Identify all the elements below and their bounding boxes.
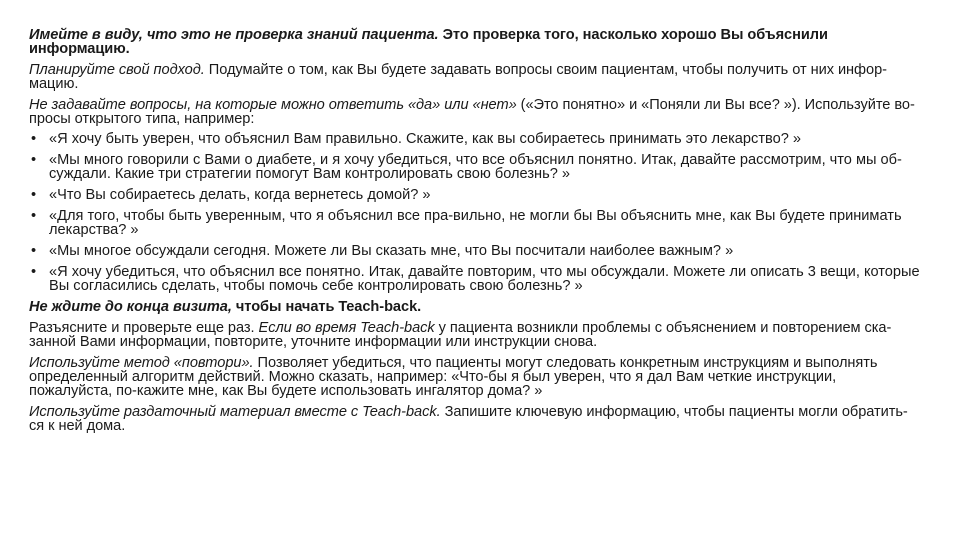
paragraph-lead: Планируйте свой подход.	[29, 62, 205, 78]
bullet-icon: •	[31, 187, 37, 203]
paragraph-dont-wait	[29, 300, 920, 314]
paragraph-emphasis: Если во время Teach-back	[258, 320, 435, 336]
list-item	[29, 132, 920, 146]
paragraph-text: чтобы начать Teach-back.	[231, 299, 422, 315]
paragraph-handouts	[29, 405, 920, 433]
paragraph-lead: Используйте раздаточный материал вместе с Teach-back.	[29, 404, 441, 420]
list-item-text: «Мы многое обсуждали сегодня. Можете ли Вы сказать мне, что Вы посчитали наиболее важным? »	[49, 243, 734, 259]
paragraph-text: Разъясните и проверьте еще раз.	[29, 320, 259, 336]
paragraph-text: («Это понятно» и «Поняли ли Вы все? »). Используйте во-просы открытого типа, например:	[29, 97, 915, 127]
paragraph-text: Это проверка того, насколько хорошо Вы объяснили информацию.	[29, 27, 828, 57]
list-item-text: «Я хочу убедиться, что объяснил все понятно. Итак, давайте повторим, что мы обсуждали. Можете ли описать 3 вещи, которые Вы согласились сделать, чтобы помочь себе контролировать свою болезнь? »	[49, 264, 920, 294]
list-item	[29, 209, 920, 237]
list-item	[29, 153, 920, 181]
paragraph-text: Подумайте о том, как Вы будете задавать вопросы своим пациентам, чтобы получить от них инфор-мацию.	[29, 62, 887, 92]
bullet-icon: •	[31, 264, 37, 280]
list-item	[29, 244, 920, 258]
paragraph-text: у пациента возникли проблемы с объяснением и повторением ска-занной Вами информации, повторите, уточните информации или инструкции снова.	[29, 320, 892, 350]
list-item-text: «Мы много говорили с Вами о диабете, и я хочу убедиться, что все объяснил понятно. Итак, давайте рассмотрим, что мы об-суждали. Какие три стратегии помогут Вам контролировать свою болезнь? »	[49, 152, 902, 182]
paragraph-text: Позволяет убедиться, что пациенты могут следовать конкретным инструкциям и выполнять определенный алгоритм действий. Можно сказать, например: «Что-бы я был уверен, что я дал Вам четкие инструкции, пожалуйста, по-кажите мне, как Вы будете использовать ингалятор дома? »	[29, 355, 878, 399]
paragraph-text: Запишите ключевую информацию, чтобы пациенты могли обратить-ся к ней дома.	[29, 404, 908, 434]
paragraph-avoid-yes-no	[29, 98, 920, 126]
list-item	[29, 265, 920, 293]
paragraph-repeat-method	[29, 356, 920, 398]
paragraph-lead: Не задавайте вопросы, на которые можно ответить «да» или «нет»	[29, 97, 517, 113]
bullet-icon: •	[31, 243, 37, 259]
paragraph-lead: Используйте метод «повтори».	[29, 355, 254, 371]
paragraph-lead: Имейте в виду, что это не проверка знаний пациента.	[29, 27, 439, 43]
paragraph-clarify	[29, 321, 920, 349]
list-item-text: «Для того, чтобы быть уверенным, что я объяснил все пра-вильно, не могли бы Вы объяснить мне, как Вы будете принимать лекарства? »	[49, 208, 902, 238]
list-item-text: «Я хочу быть уверен, что объяснил Вам правильно. Скажите, как вы собираетесь принимать это лекарство? »	[49, 131, 801, 147]
bullet-icon: •	[31, 131, 37, 147]
list-item-text: «Что Вы собираетесь делать, когда вернетесь домой? »	[49, 187, 431, 203]
bullet-icon: •	[31, 152, 37, 168]
bullet-icon: •	[31, 208, 37, 224]
paragraph-lead: Не ждите до конца визита,	[29, 299, 232, 315]
paragraph-plan-approach	[29, 63, 920, 91]
paragraph-not-a-test	[29, 28, 920, 56]
list-item	[29, 188, 920, 202]
